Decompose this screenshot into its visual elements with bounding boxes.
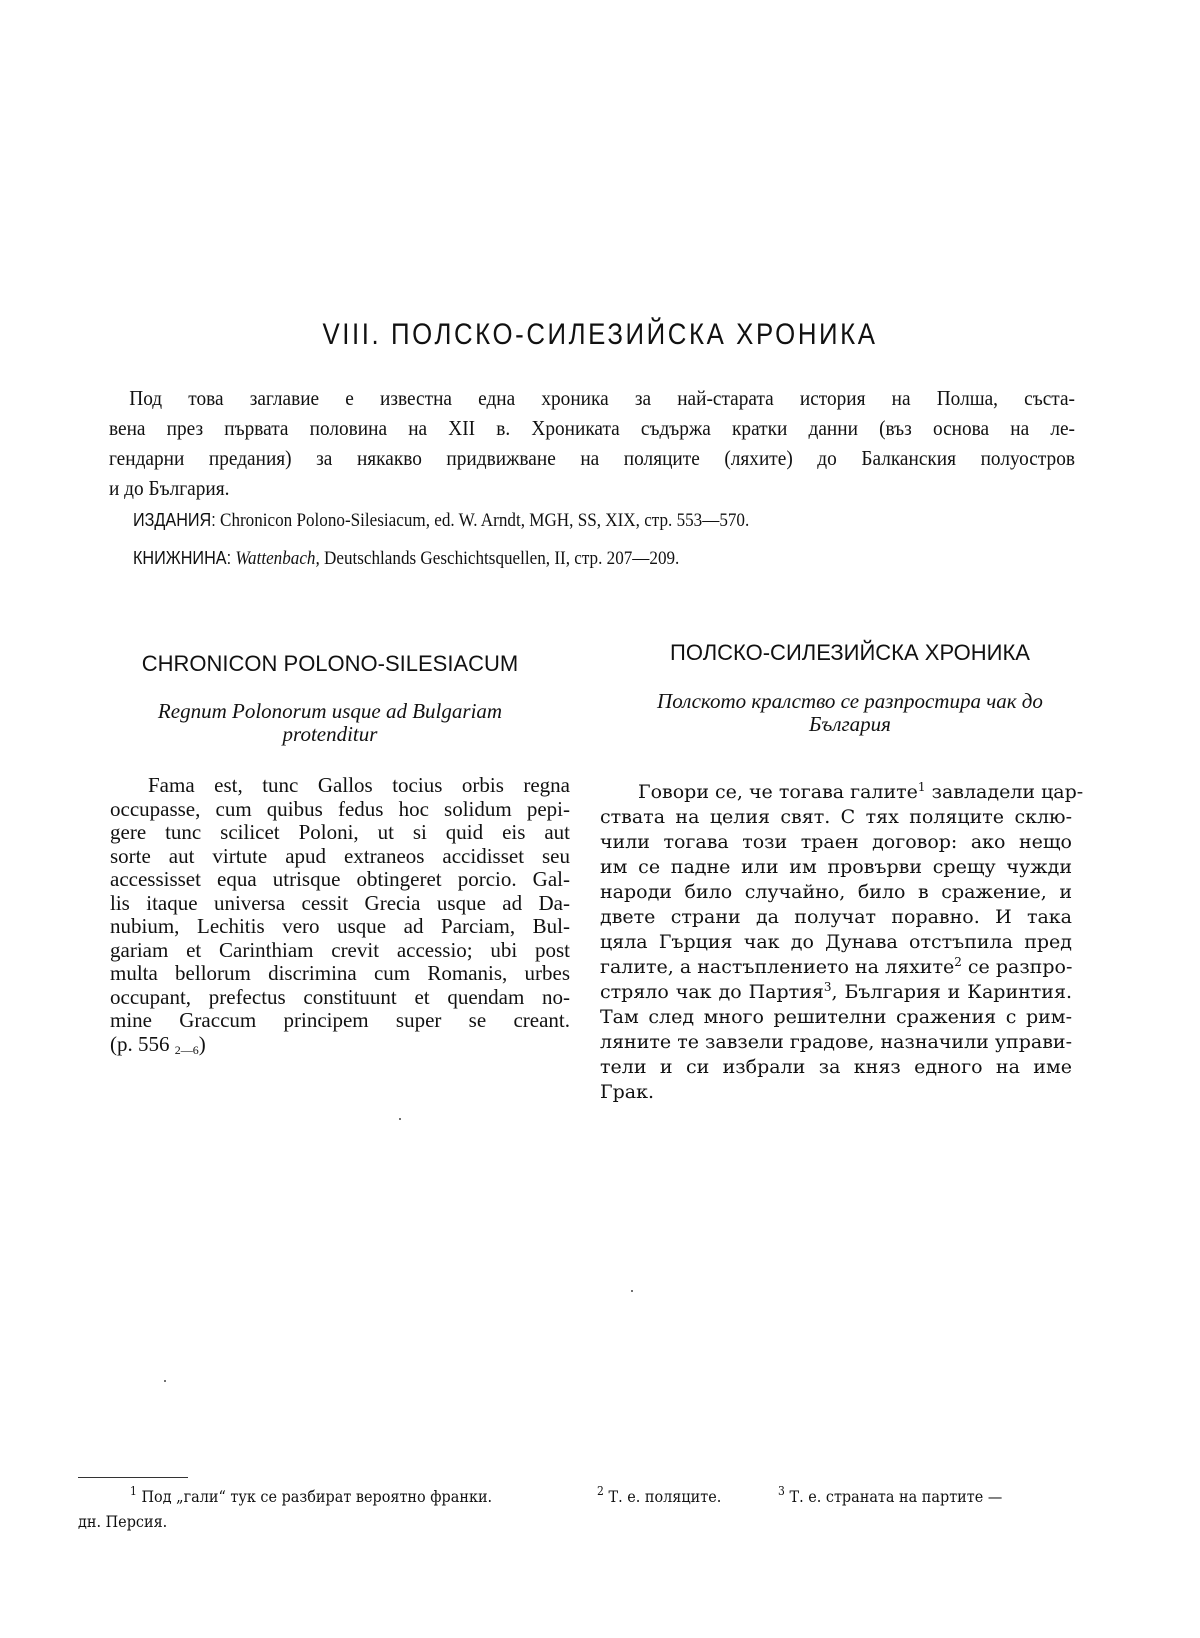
footnote-text: Т. е. поляците. [608,1487,722,1506]
intro-line: вена през първата половина на XII в. Хрониката съдържа кратки данни (въз основа на ле- [109,416,1075,440]
text-segment: Там след много решителни сражения с рим- [600,1006,1072,1028]
text-segment: Грак. [600,1081,654,1103]
literature-author: Wattenbach, [235,548,320,569]
bulgarian-text-line [600,1005,1072,1030]
footnote-number: 2 [597,1484,604,1498]
literature-label: КНИЖНИНА: [133,548,232,568]
bulgarian-subheading [600,690,1100,736]
latin-citation [110,1033,570,1057]
literature-text: Deutschlands Geschichtsquellen, II, стр. 207—209. [324,548,680,569]
footnote-marker: 2 [954,955,962,969]
text-segment: им се падне или им провърви срещу чужди [600,856,1072,878]
scan-speck [399,1118,401,1120]
scan-speck [631,1290,633,1292]
bulgarian-text-line [600,1080,1072,1105]
bulgarian-subheading-line: Полското кралство се разпростира чак до [657,689,1043,713]
latin-text-line: Fama est, tunc Gallos tocius orbis regna [148,773,570,797]
bulgarian-text-line [600,880,1072,905]
bulgarian-text-line [600,930,1072,955]
footnote-1 [130,1484,493,1506]
editions-label: ИЗДАНИЯ: [133,510,216,530]
editions-text: Chronicon Polono-Silesiacum, ed. W. Arndt, MGH, SS, XIX, стр. 553—570. [220,510,750,531]
text-segment: ляните те завзели градове, назначили управи- [600,1031,1072,1053]
chapter-title: VIII. ПОЛСКО-СИЛЕЗИЙСКА ХРОНИКА [322,318,878,351]
citation-page: (p. 556 [110,1031,170,1056]
editions-reference [133,510,749,532]
text-segment: , България и Каринтия. [831,981,1072,1003]
scan-speck [164,1380,166,1382]
latin-text-line: occupasse, cum quibus fedus hoc solidum pepi- [110,796,570,821]
bulgarian-text-line [600,980,1072,1005]
latin-subheading-line: protenditur [282,722,378,746]
footnote-text: Под „гали“ тук се разбират вероятно франки. [141,1487,493,1506]
text-segment: галите, а настъплението на ляхите [600,956,955,978]
text-segment: чили тогава този траен договор: ако нещо [600,831,1072,853]
literature-reference [133,548,679,570]
latin-text-line: sorte aut virtute apud extraneos accidisset seu [110,843,570,868]
footnote-2 [597,1484,722,1506]
footnote-number: 1 [130,1484,137,1498]
text-segment: завладели цар- [925,781,1084,803]
bulgarian-text-line [600,1055,1072,1080]
citation-close: ) [198,1031,206,1056]
latin-text-line: gere tunc scilicet Poloni, ut si quid eis aut [110,820,570,844]
text-segment: цяла Гърция чак до Дунава отстъпила пред [600,931,1072,953]
footnote-3-continuation: дн. Персия. [78,1512,168,1531]
bulgarian-text-line [600,805,1072,830]
text-segment: двете страни да получат поравно. И така [600,906,1072,928]
latin-text-line: accessisset equa utrisque obtingeret porcio. Gal- [110,867,570,891]
latin-text-line: mine Graccum principem super se creant. [110,1008,570,1032]
latin-text-line: gariam et Carinthiam crevit accessio; ubi post [110,937,570,962]
latin-text-line: occupant, prefectus constituunt et quendam no- [110,984,570,1009]
bulgarian-column-heading: ПОЛСКО-СИЛЕЗИЙСКА ХРОНИКА [670,640,1030,665]
citation-lines: 2—6 [174,1042,199,1057]
intro-paragraph [109,383,1075,503]
latin-text-line: multa bellorum discrimina cum Romanis, urbes [110,961,570,985]
text-segment: тели и си избрали за княз едного на име [600,1056,1072,1078]
footnote-3 [778,1484,1003,1506]
latin-text-column [110,774,570,1056]
footnote-marker: 3 [823,980,832,994]
text-segment: се разпро- [961,956,1073,978]
bulgarian-text-column [600,780,1084,1105]
bulgarian-text-line [600,955,1072,980]
bulgarian-text-line [600,905,1072,930]
latin-text-line: lis itaque universa cessit Grecia usque ad Da- [110,890,570,915]
intro-line: Под това заглавие е известна една хроника за най-старата история на Полша, съста- [129,386,1076,410]
text-segment: ствата на целия свят. С тях поляците склю- [600,806,1072,828]
latin-subheading [100,700,560,746]
intro-line: и до България. [109,476,230,500]
footnote-marker: 1 [917,780,926,794]
bulgarian-text-line [600,1030,1072,1055]
bulgarian-text-line [600,830,1072,855]
latin-column-heading: CHRONICON POLONO-SILESIACUM [141,651,519,676]
bulgarian-subheading-line: България [809,712,891,736]
text-segment: Говори се, че тогава галите [638,781,918,803]
bulgarian-text-line [600,855,1072,880]
latin-subheading-line: Regnum Polonorum usque ad Bulgariam [157,699,503,723]
text-segment: народи било случайно, било в сражение, и [600,881,1072,903]
text-segment: стряло чак до Партия [600,981,824,1003]
intro-line: гендарни предания) за някакво придвижване на поляците (ляхите) до Балканския полуостров [109,446,1075,470]
bulgarian-text-line [600,780,1084,805]
footnote-divider [78,1477,188,1478]
footnote-number: 3 [778,1484,785,1498]
footnote-text: Т. е. страната на партите — [789,1487,1003,1506]
latin-text-line: nubium, Lechitis vero usque ad Parciam, Bul- [110,914,570,938]
